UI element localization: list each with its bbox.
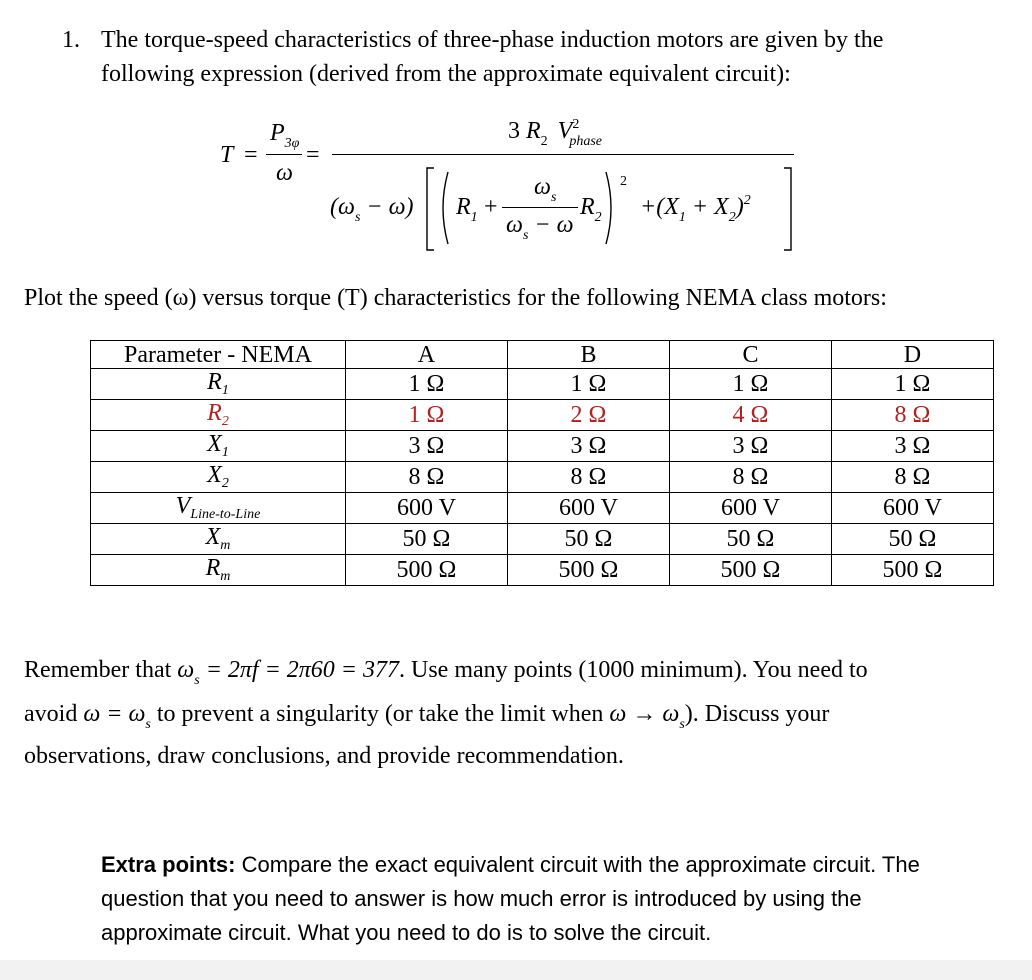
table-row	[91, 400, 994, 431]
table-row	[91, 555, 994, 586]
param-value: 500 Ω	[831, 555, 993, 586]
table-row	[91, 369, 994, 400]
param-value: 50 Ω	[507, 524, 669, 555]
page-bottom-edge	[0, 960, 1032, 980]
remember-line2: avoid $\omega = \omega_s$ to prevent a singularity (or take the limit when $\omega \to \omega_s$). Discuss your	[24, 701, 830, 732]
formula-equals-2: =	[306, 142, 320, 168]
formula-plus: +	[484, 194, 498, 220]
param-value: 8 Ω	[669, 462, 831, 493]
param-value: 3 Ω	[669, 431, 831, 462]
question-text-line1: The torque-speed characteristics of three-phase induction motors are given by the	[101, 27, 884, 53]
formula-main-frac-line	[332, 154, 794, 155]
formula-frac-num: $\omega_s$	[534, 174, 557, 205]
formula-bracket-right	[782, 166, 794, 252]
formula-inner-frac-line	[502, 207, 578, 208]
formula-den-factor: $(\omega_s - \omega)$	[330, 194, 414, 225]
table-row	[91, 524, 994, 555]
param-value: 600 V	[345, 493, 507, 524]
param-value: 600 V	[669, 493, 831, 524]
formula-frac-den: $\omega_s - \omega$	[506, 212, 574, 243]
param-name: $R_2$	[91, 400, 346, 431]
formula-P: $P_{3\varphi}$	[270, 120, 300, 151]
table-header-param: Parameter - NEMA	[91, 341, 346, 369]
table-header-col-b: B	[507, 341, 669, 369]
param-name: $X_2$	[91, 462, 346, 493]
param-value: 500 Ω	[345, 555, 507, 586]
param-value: 8 Ω	[345, 462, 507, 493]
table-row	[91, 493, 994, 524]
extra-points-line3: approximate circuit. What you need to do is to solve the circuit.	[101, 920, 712, 945]
formula-equals-1: =	[244, 142, 258, 168]
table-header-col-a: A	[345, 341, 507, 369]
param-value: 1 Ω	[345, 400, 507, 431]
param-value: 8 Ω	[507, 462, 669, 493]
remember-line3: observations, draw conclusions, and provide recommendation.	[24, 743, 624, 769]
formula-X-term: $+(X_1 + X_2)^2$	[640, 193, 751, 225]
param-value: 3 Ω	[345, 431, 507, 462]
param-name: $X_1$	[91, 431, 346, 462]
formula-paren-right	[604, 170, 618, 246]
param-value: 1 Ω	[507, 369, 669, 400]
param-name: $X_m$	[91, 524, 346, 555]
formula-paren-left	[436, 170, 450, 246]
nema-parameter-table	[90, 340, 994, 586]
formula-numerator: 3 $R_2$ $V^2_{phase}$	[508, 117, 603, 149]
param-name: $V_{Line-to-Line}$	[91, 493, 346, 524]
table-row	[91, 431, 994, 462]
table-header-col-c: C	[669, 341, 831, 369]
plot-instruction: Plot the speed (ω) versus torque (T) characteristics for the following NEMA class motors:	[24, 285, 887, 311]
param-value: 50 Ω	[831, 524, 993, 555]
formula-frac-line-1	[266, 154, 302, 155]
extra-points-label: Extra points:	[101, 852, 236, 877]
formula-R1: $R_1$	[456, 194, 478, 225]
param-value: 2 Ω	[507, 400, 669, 431]
formula-omega: ω	[276, 160, 293, 186]
param-value: 500 Ω	[507, 555, 669, 586]
param-value: 4 Ω	[669, 400, 831, 431]
param-value: 3 Ω	[507, 431, 669, 462]
question-text-line2: following expression (derived from the approximate equivalent circuit):	[101, 61, 791, 87]
formula-T: T	[220, 142, 234, 168]
table-row	[91, 462, 994, 493]
param-name: $R_1$	[91, 369, 346, 400]
param-value: 500 Ω	[669, 555, 831, 586]
param-value: 50 Ω	[669, 524, 831, 555]
remember-line1: Remember that $\omega_s = 2\pi f = 2\pi 60 = 377$. Use many points (1000 minimum). You need to	[24, 657, 868, 688]
extra-points-line2: question that you need to answer is how much error is introduced by using the	[101, 886, 862, 911]
question-number: 1.	[62, 27, 80, 53]
param-value: 8 Ω	[831, 400, 993, 431]
param-value: 50 Ω	[345, 524, 507, 555]
formula-square-1: 2	[620, 174, 627, 189]
param-value: 600 V	[831, 493, 993, 524]
param-value: 600 V	[507, 493, 669, 524]
param-value: 3 Ω	[831, 431, 993, 462]
param-value: 1 Ω	[345, 369, 507, 400]
param-name: $R_m$	[91, 555, 346, 586]
table-header-row	[91, 341, 994, 369]
extra-points-line1: Extra points: Compare the exact equivalent circuit with the approximate circuit. The	[101, 852, 920, 877]
formula-R2: $R_2$	[580, 194, 602, 225]
param-value: 1 Ω	[831, 369, 993, 400]
formula-bracket-left	[424, 166, 436, 252]
param-value: 1 Ω	[669, 369, 831, 400]
param-value: 8 Ω	[831, 462, 993, 493]
table-header-col-d: D	[831, 341, 993, 369]
